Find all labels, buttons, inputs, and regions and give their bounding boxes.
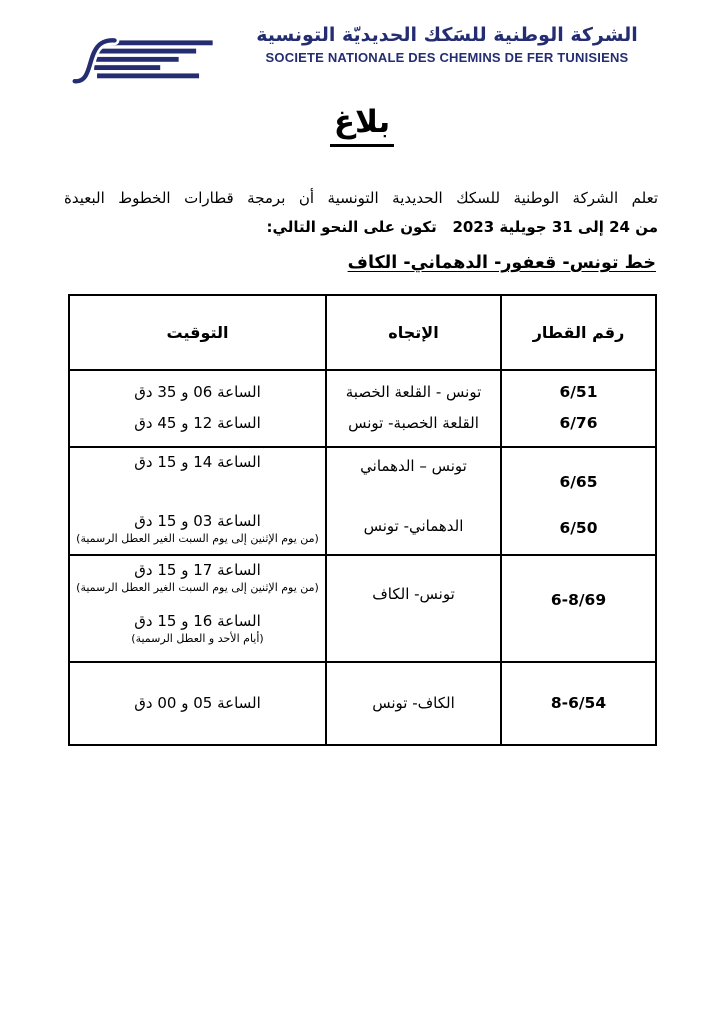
train-number-cell xyxy=(501,370,656,447)
table-row xyxy=(69,662,656,745)
train-number: 8-6/54 xyxy=(550,693,607,712)
direction-value: الكاف- تونس xyxy=(372,693,455,712)
communique-title: بلاغ xyxy=(330,104,394,147)
direction-value: تونس - القلعة الخصبة xyxy=(345,383,482,401)
train-number-cell xyxy=(501,447,656,555)
schedule-note: (من يوم الإثنين إلى يوم السبت الغير العطل الرسمية) xyxy=(76,581,319,594)
company-name-arabic: الشركة الوطنية للسَكك الحديديّة التونسية xyxy=(256,24,638,46)
train-number-cell xyxy=(501,662,656,745)
table-row xyxy=(69,447,656,555)
header-timing: التوقيت xyxy=(69,295,326,370)
direction-cell xyxy=(326,370,501,447)
train-number: 6/76 xyxy=(559,414,598,432)
time-value: الساعة 17 و 15 دق xyxy=(134,561,261,579)
time-value: الساعة 12 و 45 دق xyxy=(134,414,261,432)
intro-paragraph xyxy=(64,184,658,241)
timing-cell xyxy=(69,662,326,745)
timing-cell xyxy=(69,447,326,555)
schedule-table xyxy=(68,294,657,746)
table-row xyxy=(69,370,656,447)
timing-cell xyxy=(69,555,326,662)
time-value: الساعة 06 و 35 دق xyxy=(134,383,261,401)
table-header-row xyxy=(69,295,656,370)
time-value: الساعة 14 و 15 دق xyxy=(134,453,261,471)
direction-value: الدهماني- تونس xyxy=(363,517,464,535)
direction-cell xyxy=(326,447,501,555)
company-name-french: SOCIETE NATIONALE DES CHEMINS DE FER TUNISIENS xyxy=(265,49,629,65)
train-number: 6/50 xyxy=(559,519,598,537)
schedule-note: (من يوم الإثنين إلى يوم السبت الغير العطل الرسمية) xyxy=(76,532,319,545)
company-name-block xyxy=(248,24,646,65)
time-value: الساعة 03 و 15 دق xyxy=(134,512,261,530)
direction-value: القلعة الخصبة- تونس xyxy=(348,414,479,432)
timing-cell xyxy=(69,370,326,447)
time-value: الساعة 05 و 00 دق xyxy=(134,693,261,712)
direction-cell xyxy=(326,662,501,745)
train-number: 6/51 xyxy=(559,383,598,401)
header-train-number: رقم القطار xyxy=(501,295,656,370)
train-number: 6/65 xyxy=(559,473,598,491)
direction-value: تونس- الكاف xyxy=(372,585,455,603)
intro-line-2: من 24 إلى 31 جويلية 2023 تكون على النحو التالي: xyxy=(266,217,658,236)
train-logo-icon xyxy=(66,20,234,88)
table-row xyxy=(69,555,656,662)
route-heading: خط تونس- قعفور- الدهماني- الكاف xyxy=(347,253,656,273)
train-number-cell xyxy=(501,555,656,662)
direction-cell xyxy=(326,555,501,662)
intro-line-1: تعلم الشركة الوطنية للسكك الحديدية التونسية أن برمجة قطارات الخطوط البعيدة xyxy=(64,189,658,207)
communique-title-wrap xyxy=(0,104,724,147)
schedule-note: (أيام الأحد و العطل الرسمية) xyxy=(131,632,264,645)
time-value: الساعة 16 و 15 دق xyxy=(134,612,261,630)
direction-value: تونس – الدهماني xyxy=(360,457,467,475)
header-direction: الإتجاه xyxy=(326,295,501,370)
train-number: 6-8/69 xyxy=(550,591,607,609)
